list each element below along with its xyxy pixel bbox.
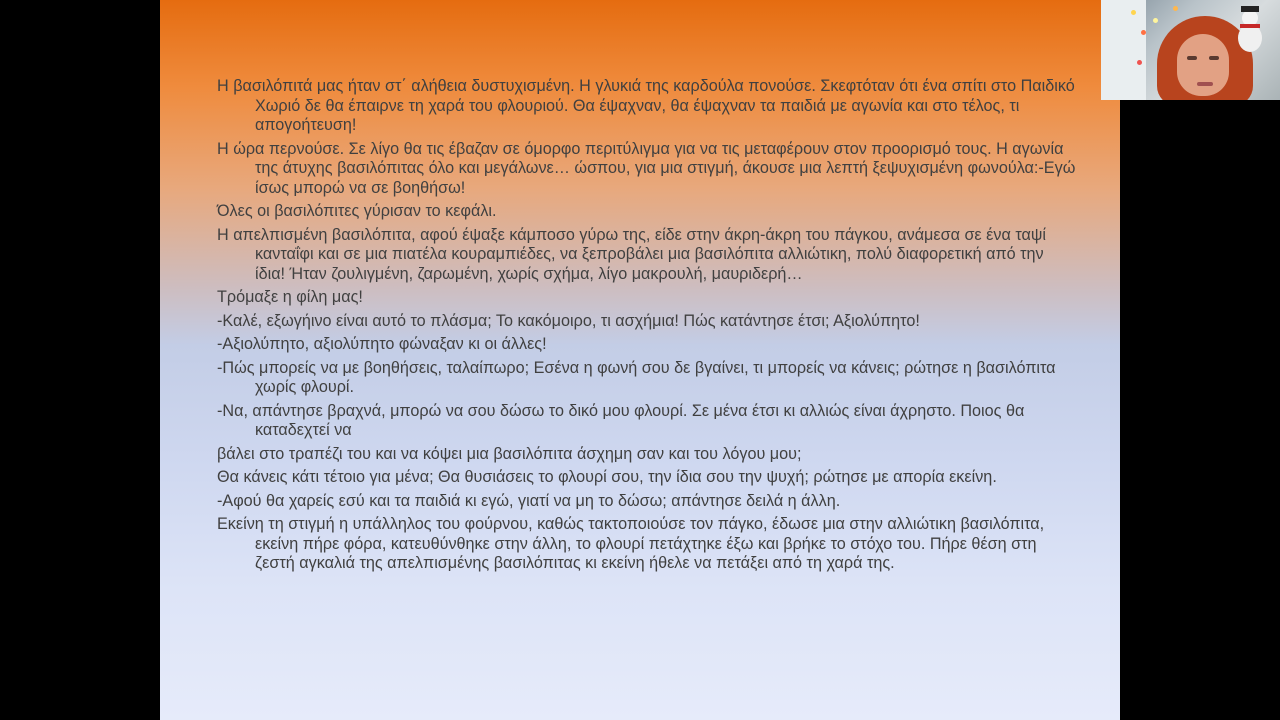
paragraph: Όλες οι βασιλόπιτες γύρισαν το κεφάλι.	[217, 202, 497, 220]
paragraph: -Αξιολύπητο, αξιολύπητο φώναξαν κι οι άλλες!	[217, 335, 547, 353]
paragraph: Τρόμαξε η φίλη μας!	[217, 288, 363, 306]
snowman-scarf	[1240, 24, 1260, 28]
string-light	[1141, 30, 1146, 35]
story-text-box	[217, 77, 1077, 578]
presenter-mouth	[1197, 82, 1213, 86]
presenter-face	[1177, 34, 1229, 96]
paragraph: -Αφού θα χαρείς εσύ και τα παιδιά κι εγώ, γιατί να μη το δώσω; απάντησε δειλά η άλλη.	[217, 491, 841, 510]
string-light	[1131, 10, 1136, 15]
paragraph: Η απελπισμένη βασιλόπιτα, αφού έψαξε κάμποσο γύρω της, είδε στην άκρη-άκρη του πάγκου, ανάμεσα σε ένα ταψί κανταΐφι και σε μια πιατέλα κουραμπιέδες, να ξεπροβάλει μια βασιλόπιτα αλλιώτικη, πολύ διαφορετική από την ίδια! Ήταν ζουλιγμένη, ζαρωμένη, χωρίς σχήμα, λίγο μακρουλή, μαυριδερή…	[217, 225, 1046, 283]
snowman-hat	[1241, 6, 1259, 12]
background-window	[1101, 0, 1146, 100]
presenter-webcam-video[interactable]	[1101, 0, 1280, 100]
string-light	[1173, 6, 1178, 11]
paragraph: Η ώρα περνούσε. Σε λίγο θα τις έβαζαν σε όμορφο περιτύλιγμα για να τις μεταφέρουν στον προορισμό τους. Η αγωνία της άτυχης βασιλόπιτας όλο και μεγάλωνε… ώσπου, για μια στιγμή, άκουσε μια λεπτή ξεψυχισμένη φωνούλα:-Εγώ ίσως μπορώ να σε βοηθήσω!	[217, 139, 1076, 197]
snowman-body	[1238, 24, 1262, 52]
paragraph: -Πώς μπορείς να με βοηθήσεις, ταλαίπωρο; Εσένα η φωνή σου δε βγαίνει, τι μπορείς να κάνεις; ρώτησε η βασιλόπιτα χωρίς φλουρί.	[217, 358, 1056, 396]
string-light	[1153, 18, 1158, 23]
presenter-eye	[1187, 56, 1197, 60]
paragraph: -Να, απάντησε βραχνά, μπορώ να σου δώσω το δικό μου φλουρί. Σε μένα έτσι κι αλλιώς είναι άχρηστο. Ποιος θα καταδεχτεί να	[217, 401, 1025, 439]
string-light	[1137, 60, 1142, 65]
paragraph: βάλει στο τραπέζι του και να κόψει μια βασιλόπιτα άσχημη σαν και του λόγου μου;	[217, 444, 802, 463]
snowman-decoration	[1237, 6, 1263, 56]
paragraph: -Καλέ, εξωγήινο είναι αυτό το πλάσμα; Το κακόμοιρο, τι ασχήμια! Πώς κατάντησε έτσι; Αξιολύπητο!	[217, 311, 920, 330]
paragraph: Θα κάνεις κάτι τέτοιο για μένα; Θα θυσιάσεις το φλουρί σου, την ίδια σου την ψυχή; ρώτησε με απορία εκείνη.	[217, 468, 997, 486]
presentation-slide	[160, 0, 1120, 720]
paragraph: Η βασιλόπιτά μας ήταν στ΄ αλήθεια δυστυχισμένη. Η γλυκιά της καρδούλα πονούσε. Σκεφτόταν ότι ένα σπίτι στο Παιδικό Χωριό δε θα έπαιρνε τη χαρά του φλουριού. Θα έψαχναν, θα έψαχναν τα παιδιά με αγωνία και στο τέλος, τι απογοήτευση!	[217, 77, 1075, 134]
paragraph: Εκείνη τη στιγμή η υπάλληλος του φούρνου, καθώς τακτοποιούσε τον πάγκο, έδωσε μια στην αλλιώτικη βασιλόπιτα, εκείνη πήρε φόρα, κατευθύνθηκε στην άλλη, το φλουρί πετάχτηκε έξω και βρήκε το στόχο του. Πήρε θέση στη ζεστή αγκαλιά της απελπισμένης βασιλόπιτας κι εκείνη ήθελε να πετάξει από τη χαρά της.	[217, 515, 1045, 572]
presenter-eye	[1209, 56, 1219, 60]
